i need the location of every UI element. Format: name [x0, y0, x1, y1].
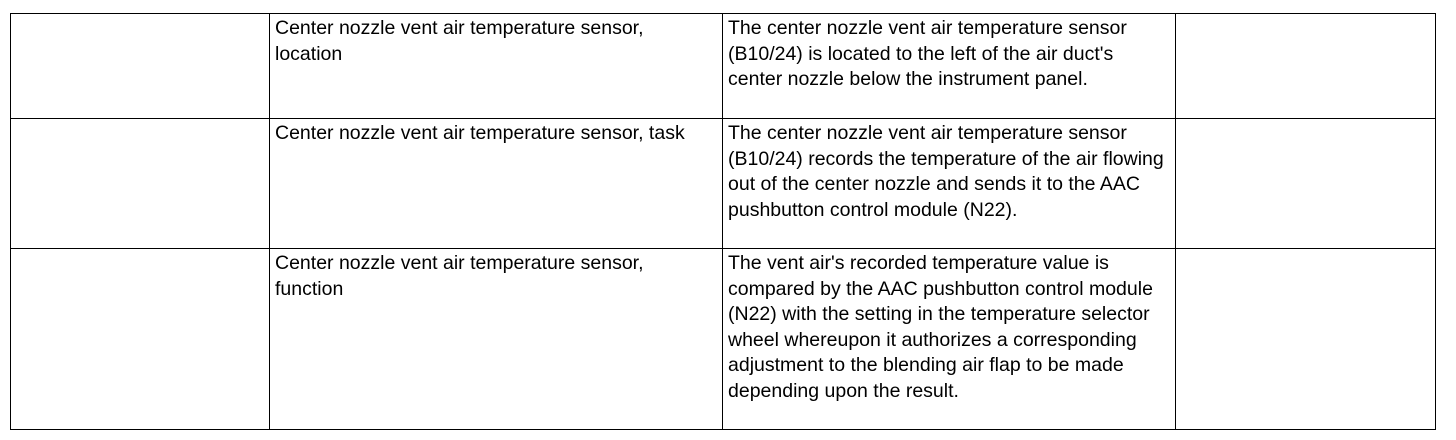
table-row [11, 119, 1436, 249]
subject-cell: Center nozzle vent air temperature sensor, location [270, 14, 723, 119]
notes-cell [1176, 14, 1436, 119]
notes-cell [1176, 119, 1436, 249]
description-cell: The center nozzle vent air temperature sensor (B10/24) is located to the left of the air duct's center nozzle below the instrument panel. [723, 14, 1176, 119]
row-blank-cell [11, 119, 270, 249]
row-blank-cell [11, 249, 270, 430]
description-cell: The center nozzle vent air temperature sensor (B10/24) records the temperature of the air flowing out of the center nozzle and sends it to the AAC pushbutton control module (N22). [723, 119, 1176, 249]
subject-cell: Center nozzle vent air temperature sensor, function [270, 249, 723, 430]
subject-cell: Center nozzle vent air temperature sensor, task [270, 119, 723, 249]
document-table [10, 13, 1436, 430]
row-blank-cell [11, 14, 270, 119]
description-cell: The vent air's recorded temperature value is compared by the AAC pushbutton control module (N22) with the setting in the temperature selector wheel whereupon it authorizes a corresponding adjustment to the blending air flap to be made depending upon the result. [723, 249, 1176, 430]
table-row [11, 249, 1436, 430]
table-row [11, 14, 1436, 119]
notes-cell [1176, 249, 1436, 430]
